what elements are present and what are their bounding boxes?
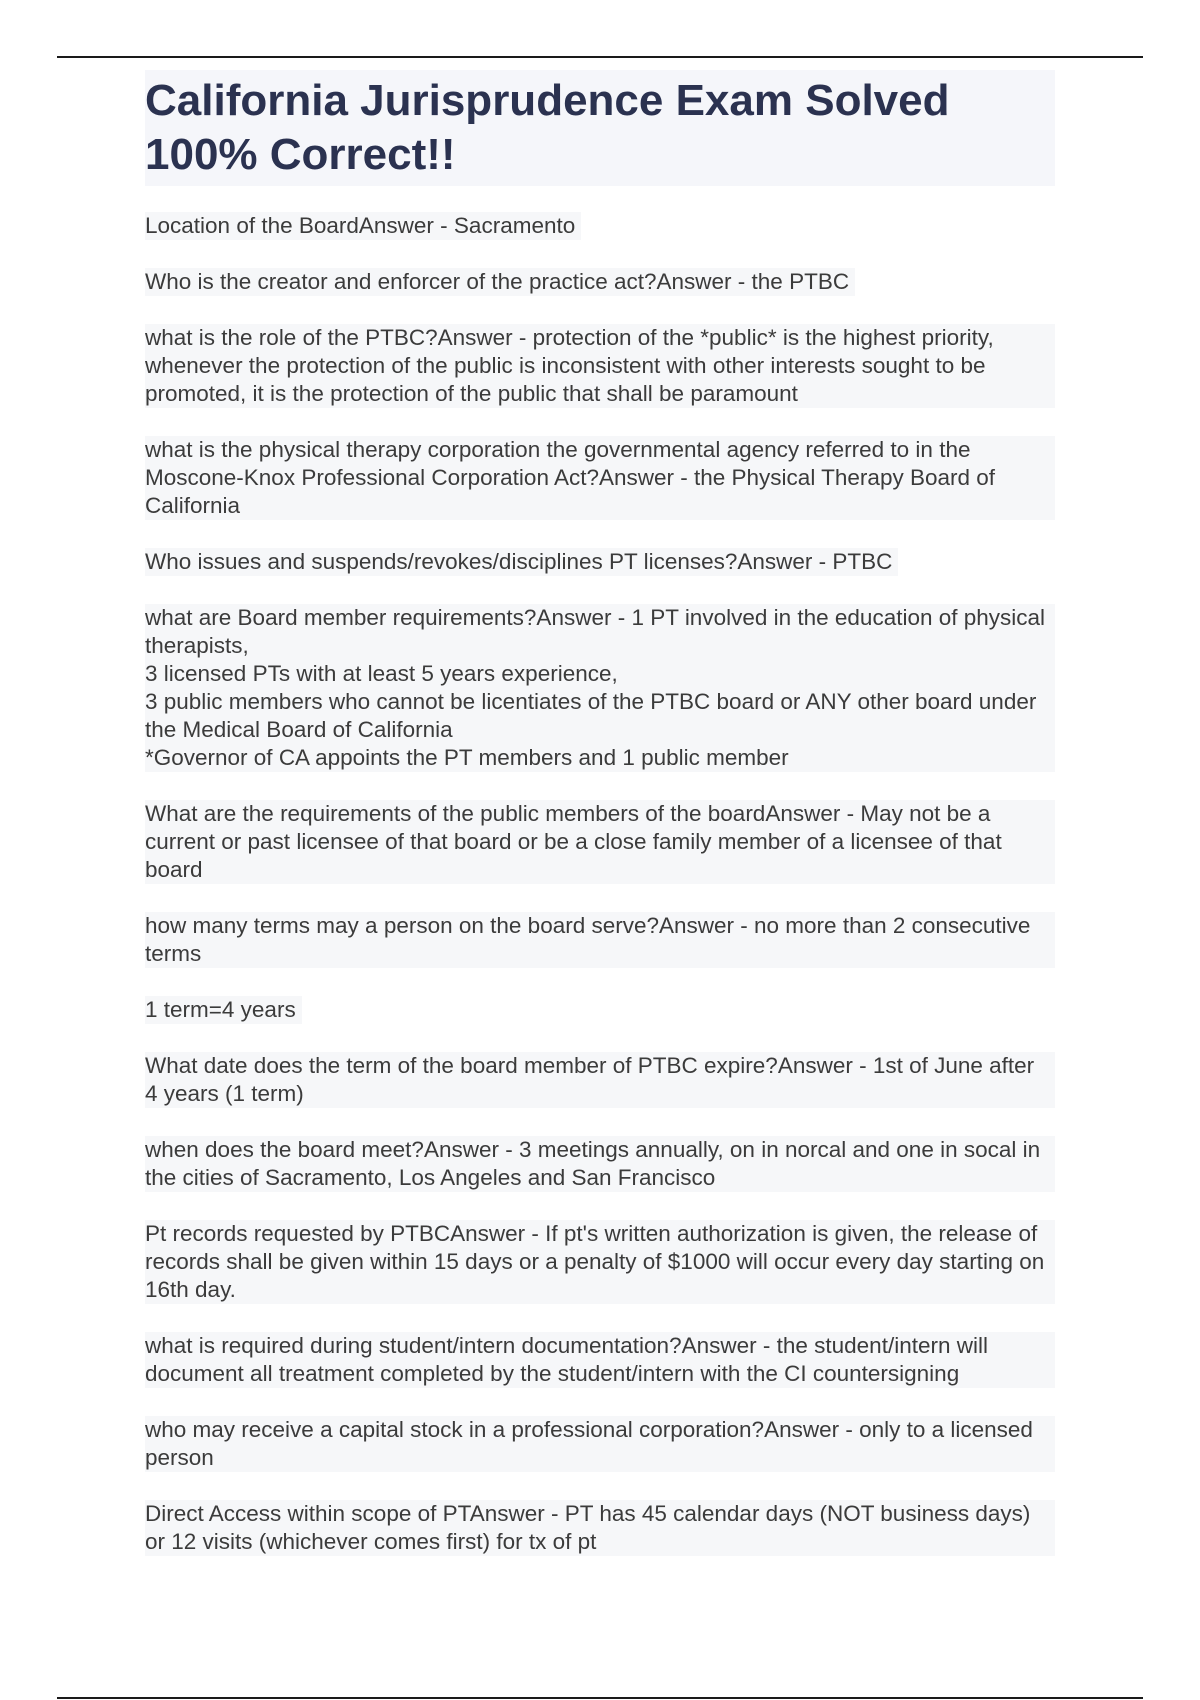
qa-entry [145, 212, 1055, 268]
qa-text: what is required during student/intern documentation?Answer - the student/intern will document all treatment completed by the student/intern with the CI countersigning [145, 1332, 1055, 1388]
qa-text: Pt records requested by PTBCAnswer - If pt's written authorization is given, the release of records shall be given within 15 days or a penalty of $1000 will occur every day starting on 16th day. [145, 1220, 1055, 1304]
qa-text: What are the requirements of the public members of the boardAnswer - May not be a current or past licensee of that board or be a close family member of a licensee of that board [145, 800, 1055, 884]
qa-entry [145, 1136, 1055, 1220]
qa-text: what is the physical therapy corporation the governmental agency referred to in the Moscone-Knox Professional Corporation Act?Answer - the Physical Therapy Board of California [145, 436, 1055, 520]
qa-text: What date does the term of the board member of PTBC expire?Answer - 1st of June after 4 years (1 term) [145, 1052, 1055, 1108]
qa-entry [145, 1332, 1055, 1416]
qa-entry [145, 1052, 1055, 1136]
qa-entry [145, 1500, 1055, 1584]
qa-entry [145, 268, 1055, 324]
qa-entry [145, 912, 1055, 996]
qa-text: what are Board member requirements?Answer - 1 PT involved in the education of physical therapists, 3 licensed PTs with at least 5 years experience, 3 public members who cannot be licentiates of the PTBC board or ANY other board under the Medical Board of California *Governor of CA appoints the PT members and 1 public member [145, 604, 1055, 772]
qa-entry [145, 604, 1055, 800]
qa-entry [145, 996, 1055, 1052]
qa-text: who may receive a capital stock in a professional corporation?Answer - only to a licensed person [145, 1416, 1055, 1472]
qa-text: 1 term=4 years [145, 996, 302, 1024]
document-page [145, 70, 1055, 1584]
qa-text: how many terms may a person on the board serve?Answer - no more than 2 consecutive terms [145, 912, 1055, 968]
qa-text: Location of the BoardAnswer - Sacramento [145, 212, 581, 240]
qa-entry [145, 800, 1055, 912]
qa-text: Who is the creator and enforcer of the practice act?Answer - the PTBC [145, 268, 855, 296]
qa-text: when does the board meet?Answer - 3 meetings annually, on in norcal and one in socal in the cities of Sacramento, Los Angeles and San Francisco [145, 1136, 1055, 1192]
qa-entry [145, 1220, 1055, 1332]
qa-entry [145, 548, 1055, 604]
bottom-rule [57, 1697, 1143, 1699]
top-rule [57, 56, 1143, 58]
title-block [145, 70, 1055, 186]
qa-text: what is the role of the PTBC?Answer - protection of the *public* is the highest priority, whenever the protection of the public is inconsistent with other interests sought to be promoted, it is the protection of the public that shall be paramount [145, 324, 1055, 408]
document-title: California Jurisprudence Exam Solved 100% Correct!! [145, 76, 950, 179]
qa-list [145, 212, 1055, 1584]
qa-text: Direct Access within scope of PTAnswer - PT has 45 calendar days (NOT business days) or 12 visits (whichever comes first) for tx of pt [145, 1500, 1055, 1556]
qa-entry [145, 324, 1055, 436]
qa-entry [145, 436, 1055, 548]
qa-entry [145, 1416, 1055, 1500]
qa-text: Who issues and suspends/revokes/disciplines PT licenses?Answer - PTBC [145, 548, 898, 576]
